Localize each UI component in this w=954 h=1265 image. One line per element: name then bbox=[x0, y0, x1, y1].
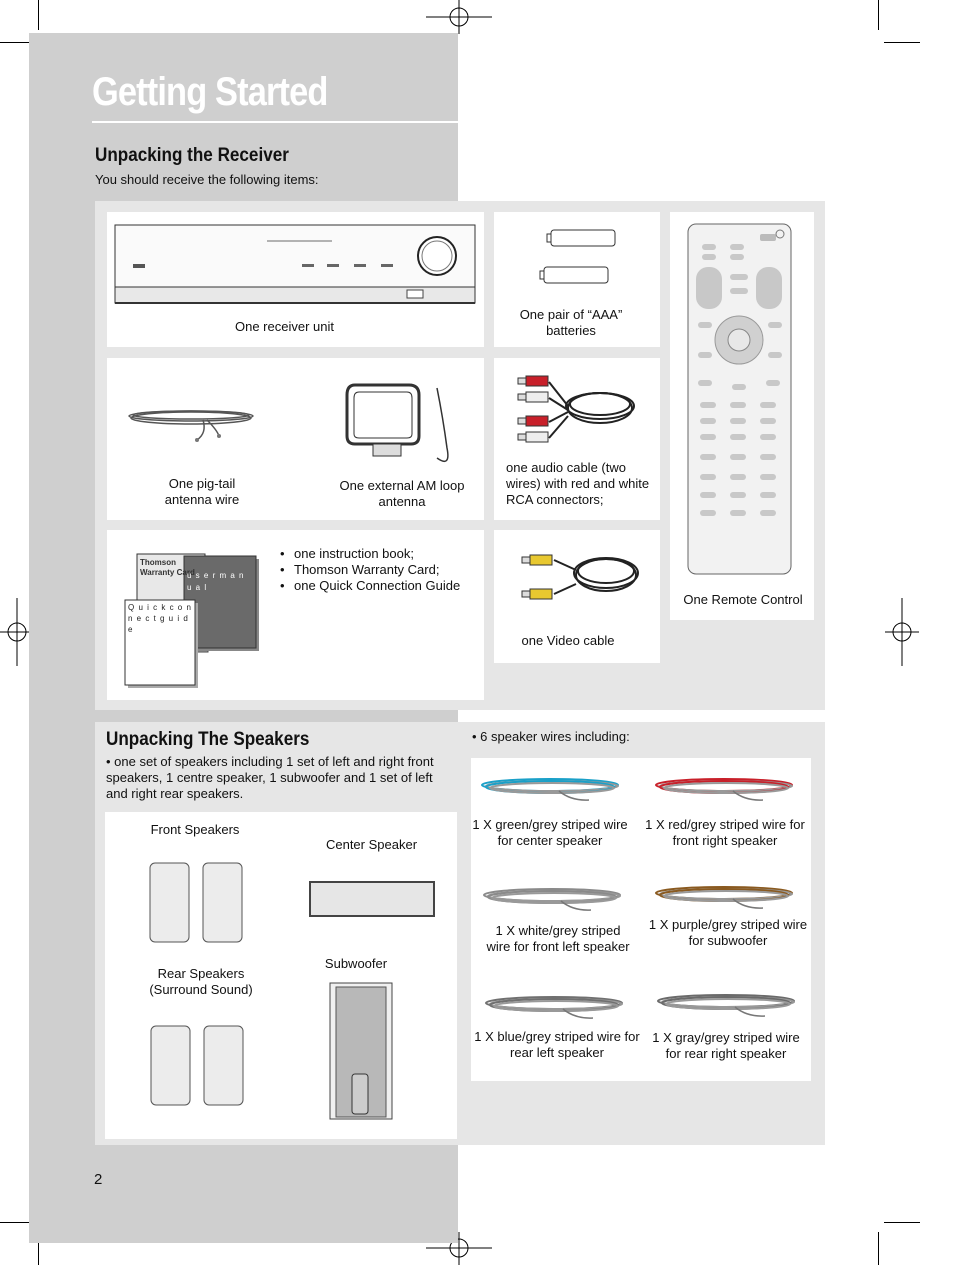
speakers-intro: • one set of speakers including 1 set of left and right front speakers, 1 centre speaker, 1 subwoofer and 1 set of left and right rear speakers. bbox=[106, 754, 434, 801]
warranty-card-label: Thomson Warranty Card bbox=[140, 558, 195, 577]
remote-control-illustration bbox=[670, 212, 814, 620]
title-underline bbox=[92, 121, 458, 123]
batteries-caption: One pair of “AAA” batteries bbox=[519, 307, 623, 338]
audio-cable-caption: one audio cable (two wires) with red and white RCA connectors; bbox=[506, 460, 650, 507]
video-cable-box bbox=[494, 530, 660, 663]
speakers-illustration bbox=[105, 812, 457, 1139]
page-number: 2 bbox=[94, 1171, 103, 1188]
user-manual-label: u s e r m a n u a l bbox=[187, 571, 245, 592]
wire-caption: 1 X white/grey striped wire for front left speaker bbox=[486, 923, 630, 954]
subwoofer-label: Subwoofer bbox=[324, 956, 388, 971]
receiver-caption: One receiver unit bbox=[235, 319, 334, 334]
speaker-wire-coil bbox=[482, 779, 618, 800]
pigtail-caption: One pig-tail antenna wire bbox=[164, 476, 240, 507]
remote-caption: One Remote Control bbox=[683, 592, 803, 607]
speaker-wire-coil bbox=[656, 779, 792, 800]
speaker-wire-coil bbox=[486, 997, 622, 1018]
receiver-heading: Unpacking the Receiver bbox=[95, 145, 289, 166]
receiver-intro: You should receive the following items: bbox=[95, 172, 319, 187]
wires-intro: • 6 speaker wires including: bbox=[472, 729, 630, 744]
page-title: Getting Started bbox=[92, 70, 328, 114]
front-speakers-label: Front Speakers bbox=[150, 822, 240, 837]
wire-caption: 1 X blue/grey striped wire for rear left speaker bbox=[474, 1029, 640, 1060]
documents-box bbox=[107, 530, 484, 700]
speaker-wires-box bbox=[471, 758, 811, 1081]
list-item: • one Quick Connection Guide bbox=[280, 578, 480, 594]
speaker-wire-coil bbox=[656, 887, 792, 908]
wire-caption: 1 X purple/grey striped wire for subwoofer bbox=[648, 917, 808, 948]
wire-caption: 1 X red/grey striped wire for front right speaker bbox=[645, 817, 805, 848]
speakers-heading: Unpacking The Speakers bbox=[106, 729, 310, 750]
speaker-wire-coil bbox=[484, 889, 620, 910]
antenna-box bbox=[107, 358, 484, 520]
rear-speakers-label: Rear Speakers (Surround Sound) bbox=[149, 966, 253, 997]
list-item: • Thomson Warranty Card; bbox=[280, 562, 480, 578]
batteries-box bbox=[494, 212, 660, 347]
remote-box bbox=[670, 212, 814, 620]
speaker-wire-coil bbox=[658, 995, 794, 1016]
speakers-box bbox=[105, 812, 457, 1139]
am-loop-caption: One external AM loop antenna bbox=[339, 478, 465, 509]
receiver-unit-box bbox=[107, 212, 484, 347]
center-speaker-label: Center Speaker bbox=[325, 837, 418, 852]
wire-caption: 1 X gray/grey striped wire for rear right speaker bbox=[652, 1030, 800, 1061]
documents-list bbox=[280, 546, 480, 594]
wire-caption: 1 X green/grey striped wire for center speaker bbox=[472, 817, 628, 848]
list-item: • one instruction book; bbox=[280, 546, 480, 562]
audio-cable-box bbox=[494, 358, 660, 520]
quick-guide-label: Q u i c k c o n n e c t g u i d e bbox=[128, 603, 192, 634]
video-cable-caption: one Video cable bbox=[521, 633, 615, 648]
